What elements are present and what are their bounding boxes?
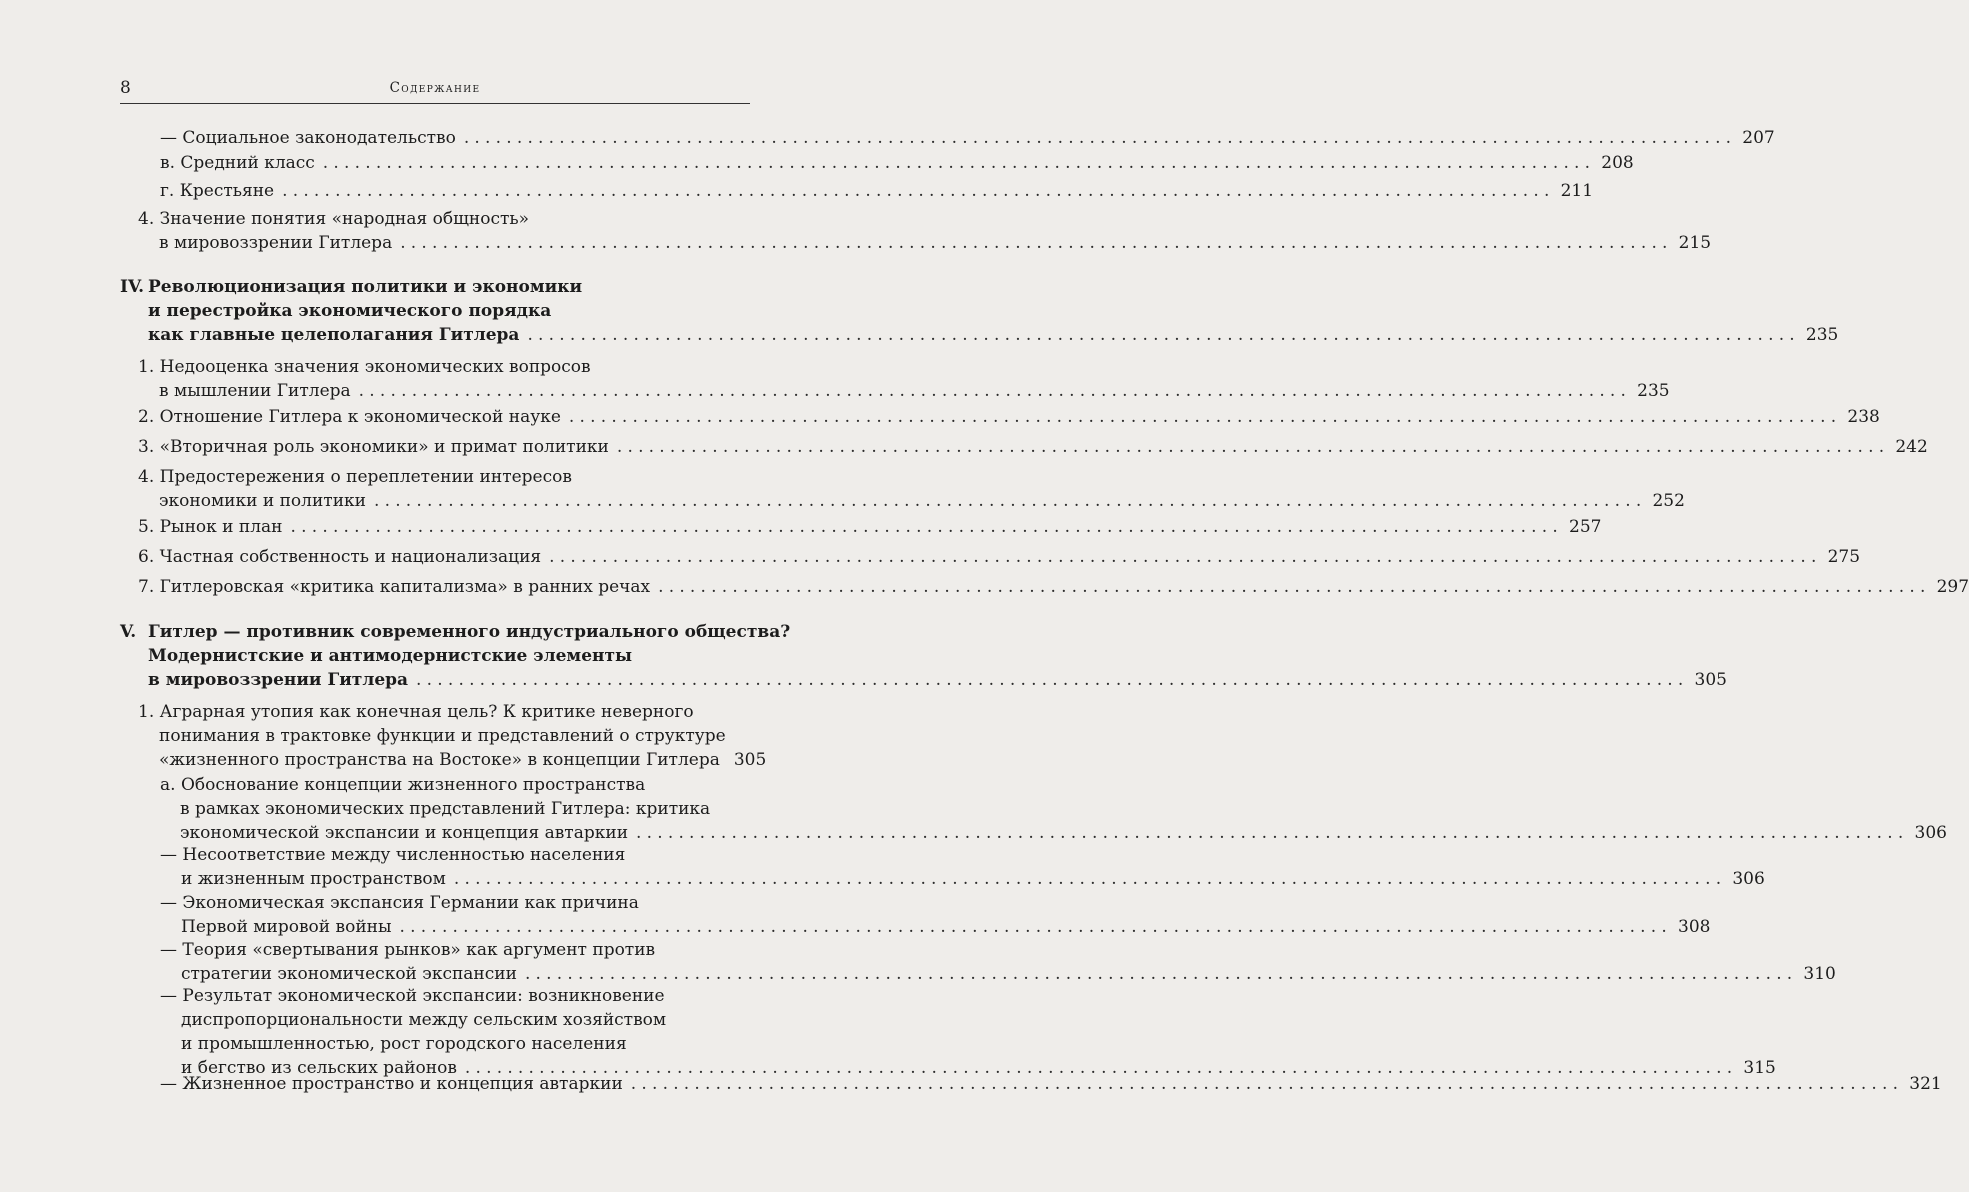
dot-leader: ........................................................................................................................ [658,577,1931,597]
toc-entry-title: и промышленностью, рост городского населения [181,1034,627,1054]
toc-entry-title: — Экономическая экспансия Германии как причина [160,893,639,913]
toc-entry-title: в рамках экономических представлений Гитлера: критика [180,799,711,819]
dot-leader: ........................................................................................................................ [322,153,1596,173]
toc-entry-line [148,668,1727,692]
toc-entry-line [180,821,1947,845]
toc-entry-line [160,1072,1942,1096]
toc-entry-line [159,231,1712,255]
toc-entry-title: — Теория «свертывания рынков» как аргумент против [160,940,656,960]
toc-entry-line [159,748,767,772]
toc-entry-line [148,323,1839,347]
toc-entry-line [138,435,1928,459]
toc-entry-title: в. Средний класс [160,153,315,173]
dot-leader: ........................................................................................................................ [616,437,1890,457]
toc-entry-title: и жизненным пространством [181,869,446,889]
toc-entry-title: экономической экспансии и концепция автаркии [180,823,629,843]
dot-leader: ........................................................................................................................ [400,233,1673,253]
toc-page-number: 310 [1803,964,1836,984]
toc-entry-title: Гитлер — противник современного индустриального общества? [148,622,791,642]
dot-leader: ........................................................................................................................ [636,823,1909,843]
chapter-number: V. [120,622,137,642]
dot-leader: ........................................................................................................................ [290,517,1563,537]
toc-entry-title: в мировоззрении Гитлера [159,233,393,253]
toc-entry-title: — Несоответствие между численностью населения [160,845,626,865]
toc-page-number: 321 [1909,1074,1942,1094]
toc-entry-title: 4. Предостережения о переплетении интересов [138,467,572,487]
toc-entry-line [160,126,1775,150]
dot-leader: ........................................................................................................................ [282,181,1555,201]
toc-entry-title: Модернистские и антимодернистские элементы [148,646,633,666]
dot-leader: ........................................................................................................................ [464,1058,1738,1078]
toc-entry-line [160,179,1594,203]
toc-entry-title: экономики и политики [159,491,366,511]
toc-entry-title: 5. Рынок и план [138,517,283,537]
toc-page-number: 315 [1743,1058,1776,1078]
toc-entry-title: и бегство из сельских районов [181,1058,457,1078]
toc-entry-title: — Жизненное пространство и концепция автаркии [160,1074,623,1094]
toc-entry-title: как главные целеполагания Гитлера [148,325,520,345]
toc-entry-line [181,867,1765,891]
toc-entry-title: 4. Значение понятия «народная общность» [138,209,530,229]
dot-leader: ........................................................................................................................ [527,325,1800,345]
toc-entry-title: — Социальное законодательство [160,128,456,148]
toc-entry-title: и перестройка экономического порядка [148,301,552,321]
toc-entry-title: «жизненного пространства на Востоке» в концепции Гитлера [159,750,720,770]
toc-page-number: 242 [1895,437,1928,457]
dot-leader: ........................................................................................................................ [568,407,1842,427]
toc-entry-title: 3. «Вторичная роль экономики» и примат политики [138,437,609,457]
toc-entry-title: диспропорциональности между сельским хозяйством [181,1010,667,1030]
toc-page-number: 252 [1652,491,1685,511]
toc-page-number: 297 [1936,577,1969,597]
toc-entry-title: — Результат экономической экспансии: возникновение [160,986,665,1006]
toc-entry-title: Первой мировой войны [181,917,392,937]
dot-leader: ........................................................................................................................ [549,547,1822,567]
toc-entry-line [138,575,1969,599]
toc-page-number: 235 [1805,325,1839,345]
dot-leader: ........................................................................................................................ [399,917,1672,937]
toc-entry-title: стратегии экономической экспансии [181,964,517,984]
toc-page-number: 208 [1601,153,1634,173]
dot-leader: ........................................................................................................................ [358,381,1632,401]
toc-page-number: 257 [1569,517,1602,537]
toc-entry-title: понимания в трактовке функции и представлений о структуре [159,726,726,746]
dot-leader: ........................................................................................................................ [373,491,1647,511]
toc-entry-title: 7. Гитлеровская «критика капитализма» в ранних речах [138,577,651,597]
toc-entry-title: в мировоззрении Гитлера [148,670,409,690]
toc-entry-line [138,515,1602,539]
toc-page-number: 235 [1637,381,1670,401]
page-number: 8 [120,78,131,98]
toc-entry-line [181,915,1711,939]
dot-leader: ........................................................................................................................ [463,128,1737,148]
toc-page-number: 238 [1847,407,1880,427]
header-rule [120,103,750,104]
toc-page-number: 215 [1678,233,1712,253]
toc-page-number: 207 [1742,128,1775,148]
toc-entry-title: а. Обоснование концепции жизненного пространства [160,775,646,795]
dot-leader: ........................................................................................................................ [524,964,1798,984]
dot-leader: ........................................................................................................................ [453,869,1727,889]
toc-entry-line [159,379,1670,403]
toc-page-number: 211 [1560,181,1594,201]
toc-entry-line [160,151,1634,175]
toc-entry-line [181,962,1836,986]
toc-entry-line [159,489,1685,513]
toc-entry-line [138,545,1861,569]
toc-page-number: 306 [1914,823,1947,843]
toc-entry-title: 2. Отношение Гитлера к экономической науке [138,407,561,427]
toc-entry-title: 1. Аграрная утопия как конечная цель? К критике неверного [138,702,694,722]
toc-page-number: 305 [733,750,767,770]
running-title: Содержание [389,80,481,96]
dot-leader: ........................................................................................................................ [630,1074,1904,1094]
toc-entry-title: 6. Частная собственность и национализация [138,547,542,567]
chapter-number: IV. [120,277,145,297]
toc-entry-title: Революционизация политики и экономики [148,277,583,297]
page-header [120,74,750,104]
toc-page-number: 306 [1732,869,1765,889]
toc-entry-title: 1. Недооценка значения экономических вопросов [138,357,591,377]
toc-entry-line [138,405,1880,429]
toc-entry-title: в мышлении Гитлера [159,381,351,401]
toc-entry-title: г. Крестьяне [160,181,275,201]
toc-page-number: 275 [1827,547,1861,567]
toc-page-number: 305 [1694,670,1727,690]
toc-page-number: 308 [1678,917,1711,937]
dot-leader: ........................................................................................................................ [416,670,1689,690]
